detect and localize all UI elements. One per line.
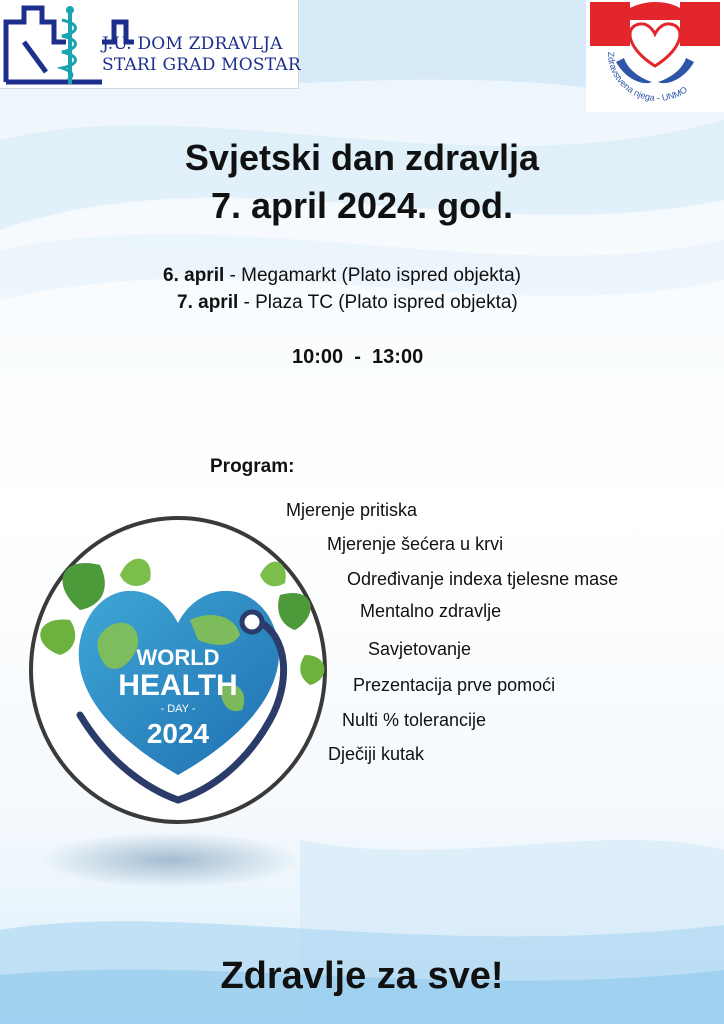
heart-hands-icon [586,0,724,112]
location-2 [177,292,518,314]
program-item: Nulti % tolerancije [342,710,487,730]
badge-text-world: WORLD [136,645,220,670]
logo-right-caption: Zdravstvena njega - UNMO [605,51,690,103]
title-line1: Svjetski dan zdravlja [184,137,540,178]
badge-text-day: - DAY - [160,703,196,715]
program-item: Mjerenje šećera u krvi [327,534,504,554]
program-item: Mjerenje pritiska [286,500,418,520]
program-item: Dječiji kutak [328,744,425,764]
logo-left-line1: J.U. DOM ZDRAVLJA [102,34,283,54]
program-item: Prezentacija prve pomoći [353,675,556,695]
slogan: Zdravlje za sve! [220,955,504,997]
title-line2: 7. april 2024. god. [210,185,514,226]
dom-zdravlja-logo [0,0,299,89]
program-item: Određivanje indexa tjelesne mase [347,569,619,589]
event-time: 10:00 - 13:00 [292,346,424,368]
location-1-place: - Megamarkt (Plato ispred objekta) [224,265,521,286]
badge-text-year: 2024 [146,718,210,749]
location-2-date: 7. april [177,292,239,313]
location-1 [163,265,521,287]
location-1-date: 6. april [163,265,225,286]
location-2-place: - Plaza TC (Plato ispred objekta) [238,292,518,313]
zdravstvena-njega-logo [586,0,724,112]
badge-text-health: HEALTH [118,669,238,702]
program-label: Program: [210,456,295,477]
world-health-day-badge [20,515,350,915]
program-item: Mentalno zdravlje [360,601,502,621]
logo-left-line2: STARI GRAD MOSTAR [102,55,301,75]
badge-shadow [40,832,300,888]
program-item: Savjetovanje [368,639,472,659]
